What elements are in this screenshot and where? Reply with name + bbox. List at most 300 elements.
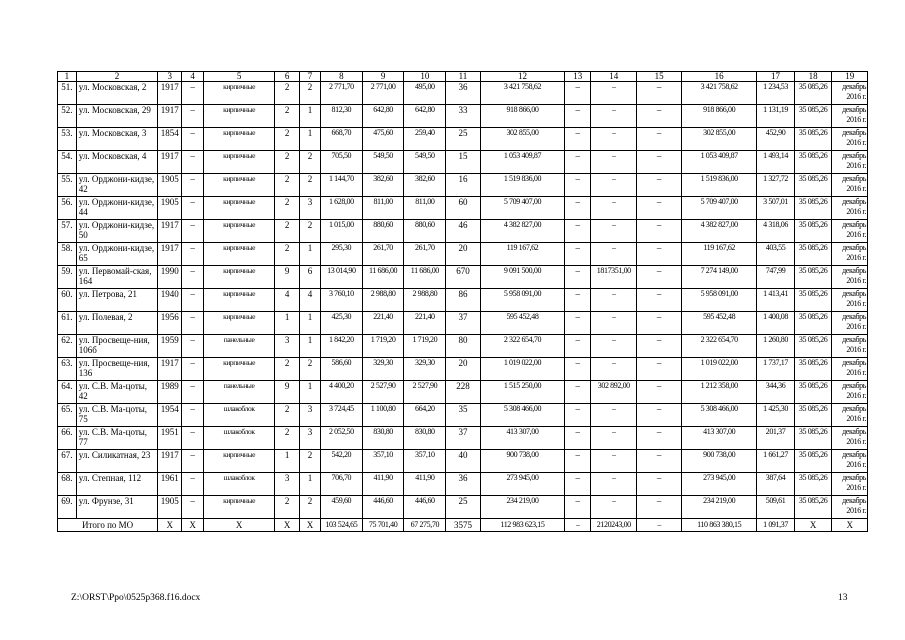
cell-a: 1 842,20 <box>320 335 362 358</box>
cell-c14: – <box>591 197 637 220</box>
table-row <box>58 174 868 197</box>
cell-c4: – <box>182 266 204 289</box>
cell-b: 880,60 <box>362 220 404 243</box>
cell-c17: 452,90 <box>757 128 795 151</box>
total-cell: – <box>637 519 682 532</box>
cell-addr: ул. Московская, 4 <box>76 151 157 174</box>
cell-c4: – <box>182 174 204 197</box>
cell-c13: – <box>565 266 591 289</box>
cell-e: 6 <box>300 266 321 289</box>
table-row <box>58 450 868 473</box>
cell-c14: – <box>591 128 637 151</box>
cell-mat: кирпичные <box>204 496 275 519</box>
cell-c4: – <box>182 381 204 404</box>
cell-c13: – <box>565 197 591 220</box>
cell-c18: 35 085,26 <box>794 496 832 519</box>
cell-c18: 35 085,26 <box>794 427 832 450</box>
cell-date: декабрь 2016 г. <box>832 404 868 427</box>
cell-f: 1 <box>275 450 300 473</box>
cell-b: 549,50 <box>362 151 404 174</box>
cell-c16: 3 421 758,62 <box>682 82 757 105</box>
cell-c15: – <box>637 381 682 404</box>
cell-c13: – <box>565 289 591 312</box>
column-number-cell: 18 <box>794 72 832 82</box>
cell-c16: 119 167,62 <box>682 243 757 266</box>
cell-year: 1905 <box>158 197 182 220</box>
cell-a: 542,20 <box>320 450 362 473</box>
cell-mat: кирпичные <box>204 220 275 243</box>
table-row <box>58 289 868 312</box>
cell-addr: ул. Степная, 112 <box>76 473 157 496</box>
cell-f: 1 <box>275 312 300 335</box>
cell-c14: – <box>591 243 637 266</box>
cell-c13: – <box>565 128 591 151</box>
cell-e: 1 <box>300 381 321 404</box>
cell-addr: ул. С.В. Ма-цоты, 42 <box>76 381 157 404</box>
total-cell: X <box>158 519 182 532</box>
cell-year: 1905 <box>158 496 182 519</box>
footer-file-path: Z:\ORST\Ppo\0525p368.f16.docx <box>71 593 201 603</box>
cell-c17: 4 318,06 <box>757 220 795 243</box>
cell-c18: 35 085,26 <box>794 105 832 128</box>
cell-date: декабрь 2016 г. <box>832 220 868 243</box>
cell-c: 549,50 <box>404 151 446 174</box>
cell-c4: – <box>182 105 204 128</box>
total-cell: 103 524,65 <box>320 519 362 532</box>
column-number-cell: 4 <box>182 72 204 82</box>
cell-c: 2 527,90 <box>404 381 446 404</box>
cell-date: декабрь 2016 г. <box>832 312 868 335</box>
cell-mat: кирпичные <box>204 174 275 197</box>
cell-e: 1 <box>300 312 321 335</box>
cell-mat: кирпичные <box>204 243 275 266</box>
cell-b: 811,00 <box>362 197 404 220</box>
cell-c17: 344,36 <box>757 381 795 404</box>
cell-a: 586,60 <box>320 358 362 381</box>
column-number-cell: 9 <box>362 72 404 82</box>
cell-c: 1 719,20 <box>404 335 446 358</box>
cell-cost: 918 866,00 <box>480 105 565 128</box>
cell-addr: ул. Просвеще-ния, 136 <box>76 358 157 381</box>
cell-mat: панельные <box>204 381 275 404</box>
cell-c15: – <box>637 450 682 473</box>
cell-no: 67. <box>58 450 77 473</box>
cell-c: 830,80 <box>404 427 446 450</box>
total-cell: X <box>794 519 832 532</box>
cell-cost: 1 019 022,00 <box>480 358 565 381</box>
cell-c: 11 686,00 <box>404 266 446 289</box>
cell-c18: 35 085,26 <box>794 174 832 197</box>
cell-c14: – <box>591 105 637 128</box>
cell-b: 382,60 <box>362 174 404 197</box>
cell-c18: 35 085,26 <box>794 473 832 496</box>
cell-mat: панельные <box>204 335 275 358</box>
cell-addr: ул. Орджони-кидзе, 42 <box>76 174 157 197</box>
cell-mat: кирпичные <box>204 358 275 381</box>
column-number-cell: 15 <box>637 72 682 82</box>
cell-f: 2 <box>275 404 300 427</box>
cell-no: 56. <box>58 197 77 220</box>
cell-c16: 918 866,00 <box>682 105 757 128</box>
cell-c16: 2 322 654,70 <box>682 335 757 358</box>
cell-d: 228 <box>446 381 480 404</box>
cell-b: 2 988,80 <box>362 289 404 312</box>
cell-year: 1854 <box>158 128 182 151</box>
cell-e: 4 <box>300 289 321 312</box>
cell-date: декабрь 2016 г. <box>832 266 868 289</box>
cell-e: 2 <box>300 151 321 174</box>
cell-f: 2 <box>275 427 300 450</box>
cell-c15: – <box>637 473 682 496</box>
cell-c18: 35 085,26 <box>794 220 832 243</box>
cell-date: декабрь 2016 г. <box>832 105 868 128</box>
cell-c18: 35 085,26 <box>794 358 832 381</box>
cell-year: 1989 <box>158 381 182 404</box>
cell-c16: 5 958 091,00 <box>682 289 757 312</box>
cell-c17: 1 413,41 <box>757 289 795 312</box>
cell-b: 357,10 <box>362 450 404 473</box>
cell-c16: 273 945,00 <box>682 473 757 496</box>
cell-cost: 119 167,62 <box>480 243 565 266</box>
column-number-cell: 5 <box>204 72 275 82</box>
table-row <box>58 82 868 105</box>
total-cell: 2120243,00 <box>591 519 637 532</box>
cell-c17: 403,55 <box>757 243 795 266</box>
cell-c4: – <box>182 243 204 266</box>
cell-d: 86 <box>446 289 480 312</box>
cell-c: 221,40 <box>404 312 446 335</box>
cell-c15: – <box>637 243 682 266</box>
column-number-cell: 17 <box>757 72 795 82</box>
cell-c4: – <box>182 128 204 151</box>
cell-cost: 1 515 250,00 <box>480 381 565 404</box>
cell-f: 2 <box>275 358 300 381</box>
cell-c17: 201,37 <box>757 427 795 450</box>
cell-d: 60 <box>446 197 480 220</box>
cell-a: 705,50 <box>320 151 362 174</box>
total-cell: 3575 <box>446 519 480 532</box>
cell-f: 9 <box>275 266 300 289</box>
cell-c4: – <box>182 427 204 450</box>
cell-b: 446,60 <box>362 496 404 519</box>
cell-c18: 35 085,26 <box>794 151 832 174</box>
cell-b: 2 771,00 <box>362 82 404 105</box>
table-row <box>58 381 868 404</box>
cell-c4: – <box>182 220 204 243</box>
cell-c18: 35 085,26 <box>794 450 832 473</box>
cell-no: 63. <box>58 358 77 381</box>
cell-c: 495,00 <box>404 82 446 105</box>
cell-b: 642,80 <box>362 105 404 128</box>
cell-a: 2 052,50 <box>320 427 362 450</box>
cell-mat: шлакоблок <box>204 427 275 450</box>
cell-mat: кирпичные <box>204 450 275 473</box>
column-number-header <box>58 72 868 82</box>
cell-d: 80 <box>446 335 480 358</box>
cell-c14: – <box>591 151 637 174</box>
cell-cost: 234 219,00 <box>480 496 565 519</box>
cell-a: 425,30 <box>320 312 362 335</box>
column-number-cell: 14 <box>591 72 637 82</box>
cell-c18: 35 085,26 <box>794 197 832 220</box>
column-number-cell: 6 <box>275 72 300 82</box>
cell-c14: – <box>591 473 637 496</box>
cell-a: 1 628,00 <box>320 197 362 220</box>
cell-c15: – <box>637 266 682 289</box>
cell-c18: 35 085,26 <box>794 266 832 289</box>
cell-c4: – <box>182 473 204 496</box>
cell-date: декабрь 2016 г. <box>832 450 868 473</box>
cell-no: 64. <box>58 381 77 404</box>
cell-c15: – <box>637 197 682 220</box>
cell-cost: 273 945,00 <box>480 473 565 496</box>
cell-f: 2 <box>275 128 300 151</box>
column-number-cell: 13 <box>565 72 591 82</box>
column-number-cell: 3 <box>158 72 182 82</box>
column-number-cell: 2 <box>76 72 157 82</box>
cell-mat: кирпичные <box>204 312 275 335</box>
table-row <box>58 220 868 243</box>
cell-mat: кирпичные <box>204 82 275 105</box>
table-row <box>58 197 868 220</box>
cell-d: 670 <box>446 266 480 289</box>
cell-c17: 1 131,19 <box>757 105 795 128</box>
cell-c14: – <box>591 220 637 243</box>
cell-no: 69. <box>58 496 77 519</box>
cell-c17: 1 234,53 <box>757 82 795 105</box>
cell-a: 295,30 <box>320 243 362 266</box>
cell-c18: 35 085,26 <box>794 128 832 151</box>
cell-c16: 900 738,00 <box>682 450 757 473</box>
total-cell: 110 863 380,15 <box>682 519 757 532</box>
table-row <box>58 151 868 174</box>
cell-c17: 509,61 <box>757 496 795 519</box>
total-cell: 112 983 623,15 <box>480 519 565 532</box>
cell-c13: – <box>565 404 591 427</box>
cell-c: 261,70 <box>404 243 446 266</box>
cell-f: 2 <box>275 243 300 266</box>
total-cell: X <box>300 519 321 532</box>
cell-no: 58. <box>58 243 77 266</box>
cell-c17: 1 493,14 <box>757 151 795 174</box>
cell-cost: 4 382 827,00 <box>480 220 565 243</box>
cell-c16: 413 307,00 <box>682 427 757 450</box>
cell-c18: 35 085,26 <box>794 381 832 404</box>
cell-year: 1917 <box>158 151 182 174</box>
column-number-cell: 19 <box>832 72 868 82</box>
cell-year: 1917 <box>158 220 182 243</box>
cell-c14: – <box>591 450 637 473</box>
cell-no: 54. <box>58 151 77 174</box>
cell-c17: 1 661,27 <box>757 450 795 473</box>
cell-b: 2 527,90 <box>362 381 404 404</box>
cell-c4: – <box>182 496 204 519</box>
cell-mat: кирпичные <box>204 197 275 220</box>
cell-cost: 9 091 500,00 <box>480 266 565 289</box>
cell-c15: – <box>637 105 682 128</box>
cell-no: 60. <box>58 289 77 312</box>
cell-c: 259,40 <box>404 128 446 151</box>
cell-c15: – <box>637 496 682 519</box>
cell-cost: 5 308 466,00 <box>480 404 565 427</box>
cell-d: 25 <box>446 496 480 519</box>
cell-year: 1917 <box>158 450 182 473</box>
cell-f: 3 <box>275 473 300 496</box>
cell-date: декабрь 2016 г. <box>832 82 868 105</box>
cell-d: 37 <box>446 427 480 450</box>
cell-c13: – <box>565 450 591 473</box>
cell-b: 11 686,00 <box>362 266 404 289</box>
cell-d: 15 <box>446 151 480 174</box>
cell-b: 329,30 <box>362 358 404 381</box>
table-row <box>58 266 868 289</box>
table-row <box>58 128 868 151</box>
cell-c13: – <box>565 358 591 381</box>
cell-c15: – <box>637 289 682 312</box>
cell-cost: 302 855,00 <box>480 128 565 151</box>
cell-e: 2 <box>300 82 321 105</box>
cell-c: 382,60 <box>404 174 446 197</box>
cell-cost: 1 053 409,87 <box>480 151 565 174</box>
cell-c: 811,00 <box>404 197 446 220</box>
cell-c: 329,30 <box>404 358 446 381</box>
cell-f: 3 <box>275 335 300 358</box>
cell-c: 642,80 <box>404 105 446 128</box>
cell-cost: 1 519 836,00 <box>480 174 565 197</box>
cell-no: 65. <box>58 404 77 427</box>
cell-no: 53. <box>58 128 77 151</box>
cell-c16: 5 709 407,00 <box>682 197 757 220</box>
cell-addr: ул. Силикатная, 23 <box>76 450 157 473</box>
column-number-cell: 7 <box>300 72 321 82</box>
cell-date: декабрь 2016 г. <box>832 151 868 174</box>
table-row <box>58 312 868 335</box>
cell-a: 2 771,70 <box>320 82 362 105</box>
cell-addr: ул. С.В. Ма-цоты, 75 <box>76 404 157 427</box>
cell-c13: – <box>565 473 591 496</box>
cell-c: 357,10 <box>404 450 446 473</box>
cell-date: декабрь 2016 г. <box>832 473 868 496</box>
cell-date: декабрь 2016 г. <box>832 496 868 519</box>
cell-f: 2 <box>275 151 300 174</box>
cell-a: 3 760,10 <box>320 289 362 312</box>
table-row <box>58 427 868 450</box>
cell-c13: – <box>565 427 591 450</box>
cell-no: 68. <box>58 473 77 496</box>
cell-c14: – <box>591 404 637 427</box>
cell-cost: 3 421 758,62 <box>480 82 565 105</box>
table-body <box>58 82 868 532</box>
total-cell: X <box>832 519 868 532</box>
cell-mat: кирпичные <box>204 266 275 289</box>
cell-year: 1917 <box>158 105 182 128</box>
table-row <box>58 335 868 358</box>
cell-c17: 1 260,80 <box>757 335 795 358</box>
cell-a: 668,70 <box>320 128 362 151</box>
cell-c17: 747,99 <box>757 266 795 289</box>
cell-e: 3 <box>300 404 321 427</box>
cell-c18: 35 085,26 <box>794 404 832 427</box>
cell-c16: 7 274 149,00 <box>682 266 757 289</box>
cell-b: 830,80 <box>362 427 404 450</box>
cell-c15: – <box>637 404 682 427</box>
column-number-cell: 12 <box>480 72 565 82</box>
cell-year: 1905 <box>158 174 182 197</box>
cell-c15: – <box>637 174 682 197</box>
cell-e: 1 <box>300 243 321 266</box>
cell-addr: ул. С.В. Ма-цоты, 77 <box>76 427 157 450</box>
cell-mat: шлакоблок <box>204 404 275 427</box>
cell-year: 1917 <box>158 358 182 381</box>
cell-c13: – <box>565 335 591 358</box>
cell-addr: ул. Фрунзе, 31 <box>76 496 157 519</box>
cell-c13: – <box>565 496 591 519</box>
cell-e: 1 <box>300 473 321 496</box>
cell-c4: – <box>182 312 204 335</box>
cell-date: декабрь 2016 г. <box>832 243 868 266</box>
total-label: Итого по МО <box>58 519 158 532</box>
cell-no: 51. <box>58 82 77 105</box>
cell-d: 36 <box>446 82 480 105</box>
cell-c13: – <box>565 151 591 174</box>
cell-c18: 35 085,26 <box>794 289 832 312</box>
cell-c15: – <box>637 358 682 381</box>
cell-c16: 4 382 827,00 <box>682 220 757 243</box>
cell-year: 1917 <box>158 82 182 105</box>
cell-e: 2 <box>300 358 321 381</box>
cell-c15: – <box>637 82 682 105</box>
cell-c14: 302 892,00 <box>591 381 637 404</box>
cell-c4: – <box>182 450 204 473</box>
cell-c14: – <box>591 427 637 450</box>
cell-year: 1961 <box>158 473 182 496</box>
cell-addr: ул. Орджони-кидзе, 65 <box>76 243 157 266</box>
cell-c18: 35 085,26 <box>794 335 832 358</box>
cell-c14: – <box>591 358 637 381</box>
cell-c18: 35 085,26 <box>794 312 832 335</box>
cell-b: 411,90 <box>362 473 404 496</box>
cell-year: 1940 <box>158 289 182 312</box>
cell-addr: ул. Полевая, 2 <box>76 312 157 335</box>
cell-date: декабрь 2016 г. <box>832 381 868 404</box>
cell-c15: – <box>637 312 682 335</box>
cell-c14: – <box>591 289 637 312</box>
cell-c15: – <box>637 427 682 450</box>
cell-c4: – <box>182 358 204 381</box>
column-number-cell: 1 <box>58 72 77 82</box>
cell-addr: ул. Московская, 29 <box>76 105 157 128</box>
cell-c4: – <box>182 197 204 220</box>
cell-c15: – <box>637 220 682 243</box>
cell-f: 2 <box>275 197 300 220</box>
table-row <box>58 358 868 381</box>
cell-date: декабрь 2016 г. <box>832 427 868 450</box>
table-row <box>58 473 868 496</box>
cell-c16: 1 519 836,00 <box>682 174 757 197</box>
cell-f: 2 <box>275 220 300 243</box>
cell-c17: 1 425,30 <box>757 404 795 427</box>
cell-e: 2 <box>300 174 321 197</box>
cell-c16: 1 053 409,87 <box>682 151 757 174</box>
cell-no: 62. <box>58 335 77 358</box>
cell-e: 1 <box>300 335 321 358</box>
cell-d: 20 <box>446 243 480 266</box>
cell-date: декабрь 2016 г. <box>832 289 868 312</box>
cell-c: 446,60 <box>404 496 446 519</box>
cell-year: 1951 <box>158 427 182 450</box>
cell-e: 1 <box>300 128 321 151</box>
cell-a: 812,30 <box>320 105 362 128</box>
